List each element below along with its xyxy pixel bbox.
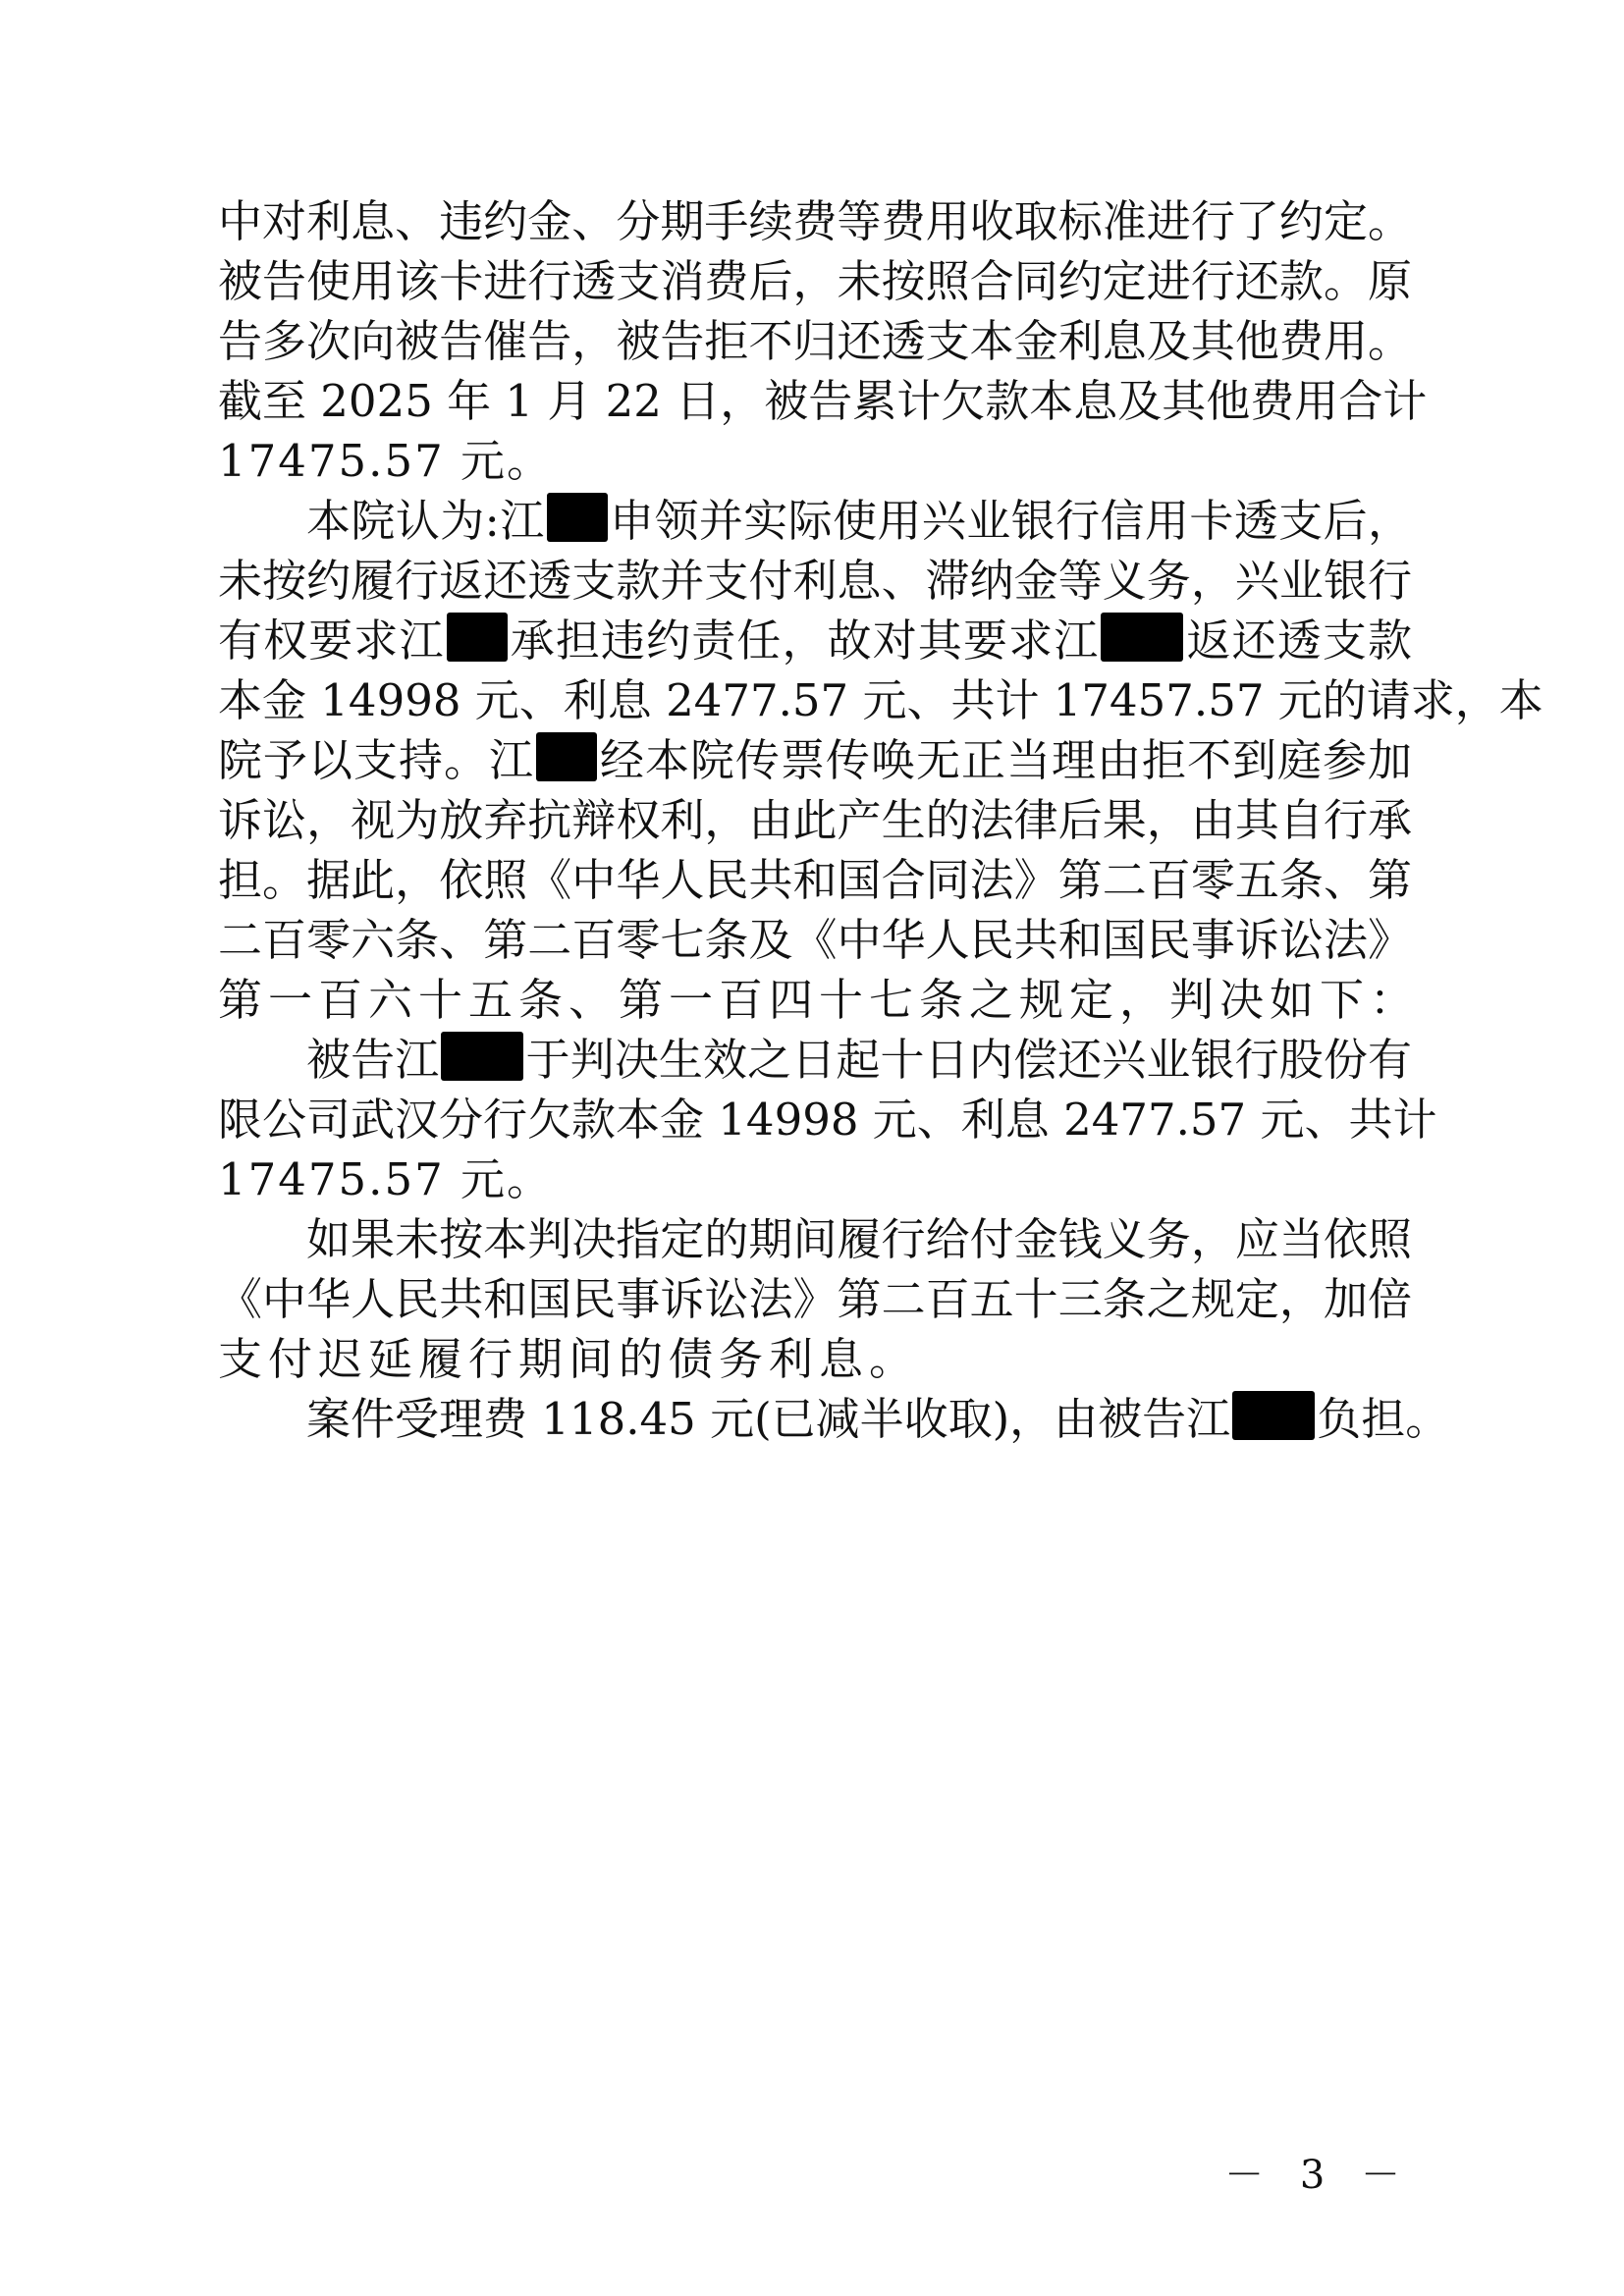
text-fragment: 承担违约责任，故对其要求江 — [509, 614, 1100, 667]
paragraph-default-interest: 如果未按本判决指定的期间履行给付金钱义务，应当依照 — [306, 1213, 1412, 1265]
text-line: 被告使用该卡进行透支消费后，未按照合同约定进行还款。原 — [218, 255, 1412, 307]
text-fragment: 案件受理费 118.45 元(已减半收取)，由被告江 — [306, 1393, 1231, 1445]
text-line: 支付迟延履行期间的债务利息。 — [218, 1333, 920, 1385]
redaction-block — [1101, 613, 1183, 662]
text-line: 告多次向被告催告，被告拒不归还透支本金利息及其他费用。 — [218, 315, 1412, 367]
paragraph-case-fee — [218, 1380, 1450, 1459]
text-fragment: 于判决生效之日起十日内偿还兴业银行股份有 — [525, 1034, 1412, 1086]
text-line: 《中华人民共和国民事诉讼法》第二百五十三条之规定，加倍 — [218, 1273, 1412, 1325]
text-fragment: 经本院传票传唤无正当理由拒不到庭参加 — [599, 734, 1412, 786]
text-line: 本金 14998 元、利息 2477.57 元、共计 17457.57 元的请求，本 — [218, 674, 1543, 726]
redaction-block — [447, 613, 508, 662]
text-line: 限公司武汉分行欠款本金 14998 元、利息 2477.57 元、共计 — [218, 1094, 1437, 1146]
text-line: 截至 2025 年 1 月 22 日，被告累计欠款本息及其他费用合计 — [218, 375, 1428, 427]
redaction-block — [547, 493, 608, 542]
redaction-block — [1232, 1391, 1315, 1440]
text-fragment: 负担。 — [1317, 1393, 1450, 1445]
text-fragment: 本院认为:江 — [306, 495, 545, 547]
text-fragment: 有权要求江 — [218, 614, 445, 667]
text-fragment: 申领并实际使用兴业银行信用卡透支后， — [609, 495, 1412, 547]
text-fragment: 被告江 — [306, 1034, 440, 1086]
text-line: 中对利息、违约金、分期手续费等费用收取标准进行了约定。 — [218, 195, 1412, 247]
text-line: 二百零六条、第二百零七条及《中华人民共和国民事诉讼法》 — [218, 914, 1412, 966]
text-line: 17475.57 元。 — [218, 1153, 554, 1205]
redaction-block — [441, 1032, 523, 1081]
text-line: 未按约履行返还透支款并支付利息、滞纳金等义务，兴业银行 — [218, 555, 1412, 607]
redaction-block — [536, 732, 597, 781]
page-number: － 3 － — [1224, 2153, 1412, 2198]
text-line: 担。据此，依照《中华人民共和国合同法》第二百零五条、第 — [218, 854, 1412, 906]
text-line: 第一百六十五条、第一百四十七条之规定，判决如下： — [218, 974, 1421, 1026]
text-line: 诉讼，视为放弃抗辩权利，由此产生的法律后果，由其自行承 — [218, 794, 1412, 846]
text-fragment: 院予以支持。江 — [218, 734, 534, 786]
text-fragment: 返还透支款 — [1185, 614, 1412, 667]
text-line: 17475.57 元。 — [218, 435, 554, 487]
